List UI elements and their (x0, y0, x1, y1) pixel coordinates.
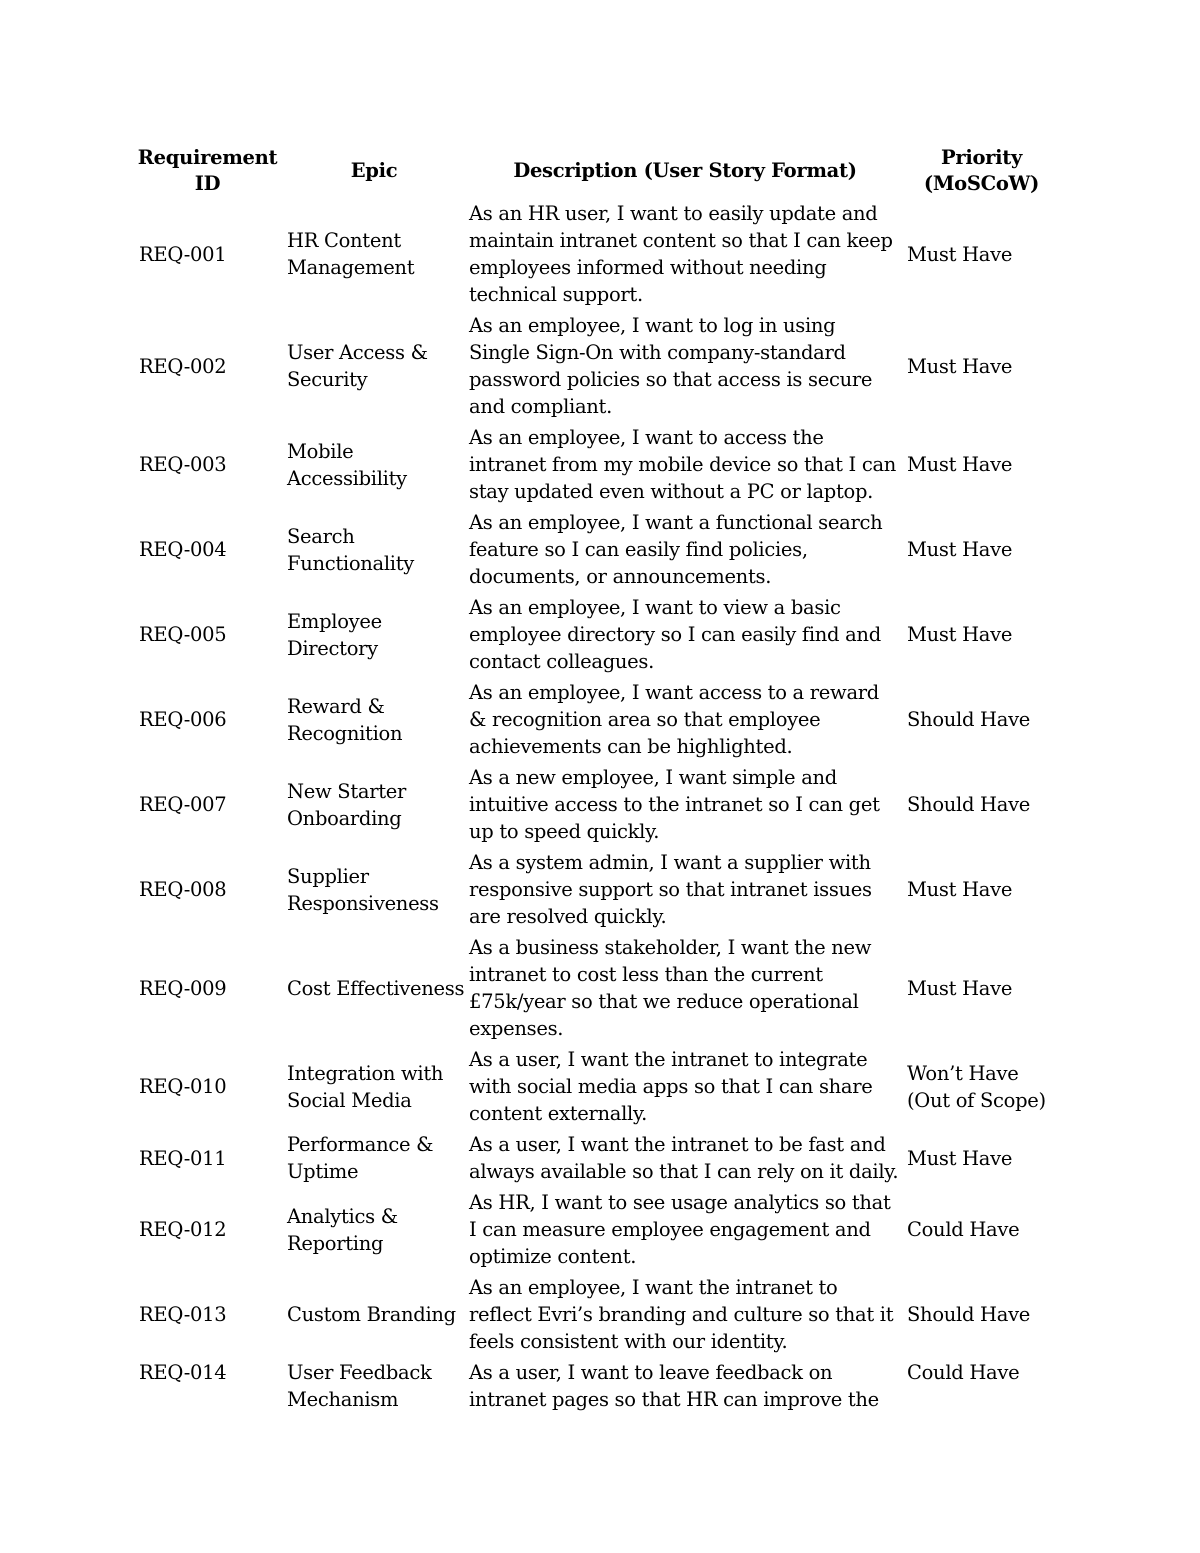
priority-cell: Must Have (907, 453, 1013, 476)
priority-cell: Must Have (907, 242, 1013, 266)
epic-cell: Cost Effectiveness (287, 976, 465, 1000)
description-cell: As an employee, I want a functional search feature so I can easily find policies, documents, or announcements. (469, 511, 883, 588)
description-cell: As a new employee, I want simple and intuitive access to the intranet so I can get up to speed quickly. (469, 766, 880, 843)
description-cell: As a user, I want the intranet to be fast and always available so that I can rely on it daily. (469, 1133, 899, 1183)
priority-cell: Should Have (907, 708, 1031, 731)
header-description: Description (User Story Format) (513, 159, 857, 182)
epic-cell: Mobile Accessibility (287, 439, 407, 490)
requirement-id-cell: REQ-010 (139, 1075, 227, 1098)
priority-cell: Must Have (907, 538, 1013, 561)
priority-cell: Should Have (907, 1303, 1031, 1326)
table-row (134, 507, 1060, 592)
epic-cell: User Access & Security (287, 341, 428, 391)
priority-cell: Could Have (907, 1361, 1020, 1384)
description-cell: As an employee, I want to view a basic employee directory so I can easily find and contact colleagues. (469, 596, 881, 673)
priority-cell: Must Have (907, 878, 1013, 901)
epic-cell: Employee Directory (287, 609, 382, 660)
requirement-id-cell: REQ-002 (139, 354, 227, 378)
priority-cell: Must Have (907, 623, 1013, 646)
table-row (134, 1187, 1060, 1272)
requirement-id-cell: REQ-009 (139, 976, 227, 1000)
header-requirement-id: Requirement ID (137, 146, 278, 195)
requirements-table (134, 144, 1060, 1415)
epic-cell: Analytics & Reporting (287, 1204, 398, 1255)
table-row (134, 1044, 1060, 1129)
epic-cell: HR Content Management (287, 229, 415, 279)
requirement-id-cell: REQ-005 (139, 623, 227, 646)
table-row (134, 1272, 1060, 1357)
priority-cell: Should Have (907, 793, 1031, 816)
table-row (134, 847, 1060, 932)
requirement-id-cell: REQ-013 (139, 1303, 227, 1326)
priority-cell: Could Have (907, 1218, 1020, 1241)
requirement-id-cell: REQ-004 (139, 538, 227, 561)
epic-cell: Reward & Recognition (287, 694, 403, 745)
table-row (134, 1357, 1060, 1415)
epic-cell: Integration with Social Media (287, 1061, 444, 1112)
priority-cell: Must Have (907, 976, 1013, 1000)
epic-cell: Performance & Uptime (287, 1133, 434, 1183)
table-row (134, 310, 1060, 422)
table-row (134, 677, 1060, 762)
description-cell: As a business stakeholder, I want the new intranet to cost less than the current £75k/year so that we reduce operational expenses. (469, 936, 872, 1040)
priority-cell: Won’t Have (Out of Scope) (907, 1061, 1046, 1112)
epic-cell: Search Functionality (287, 524, 414, 575)
description-cell: As an HR user, I want to easily update and maintain intranet content so that I can keep employees informed without needing technical support. (469, 202, 893, 306)
description-cell: As an employee, I want the intranet to reflect Evri’s branding and culture so that it feels consistent with our identity. (469, 1276, 894, 1353)
requirement-id-cell: REQ-008 (139, 878, 227, 901)
priority-cell: Must Have (907, 1146, 1013, 1170)
epic-cell: User Feedback Mechanism (287, 1361, 432, 1411)
epic-cell: Custom Branding (287, 1303, 456, 1326)
description-cell: As an employee, I want to log in using Single Sign-On with company-standard password policies so that access is secure and compliant. (469, 314, 873, 418)
epic-cell: Supplier Responsiveness (287, 864, 439, 915)
table-row (134, 932, 1060, 1044)
table-row (134, 422, 1060, 507)
table-row (134, 1129, 1060, 1187)
requirement-id-cell: REQ-003 (139, 453, 227, 476)
requirement-id-cell: REQ-007 (139, 793, 227, 816)
requirement-id-cell: REQ-011 (139, 1146, 227, 1170)
description-cell: As an employee, I want to access the intranet from my mobile device so that I can stay updated even without a PC or laptop. (469, 426, 897, 503)
table-row (134, 592, 1060, 677)
header-priority: Priority (MoSCoW) (923, 146, 1040, 195)
description-cell: As a system admin, I want a supplier with responsive support so that intranet issues are resolved quickly. (469, 851, 872, 928)
requirement-id-cell: REQ-014 (139, 1361, 227, 1384)
table-row (134, 198, 1060, 310)
requirement-id-cell: REQ-006 (139, 708, 227, 731)
priority-cell: Must Have (907, 354, 1013, 378)
table-row (134, 762, 1060, 847)
table-body (134, 198, 1060, 1415)
requirement-id-cell: REQ-001 (139, 242, 227, 266)
header-epic: Epic (350, 159, 398, 182)
description-cell: As an employee, I want access to a reward & recognition area so that employee achievements can be highlighted. (469, 681, 879, 758)
epic-cell: New Starter Onboarding (287, 779, 407, 830)
description-cell: As HR, I want to see usage analytics so that I can measure employee engagement and optimize content. (469, 1191, 891, 1268)
table-header (134, 144, 1060, 198)
description-cell: As a user, I want the intranet to integrate with social media apps so that I can share content externally. (469, 1048, 873, 1125)
description-cell: As a user, I want to leave feedback on intranet pages so that HR can improve the (469, 1361, 879, 1411)
requirement-id-cell: REQ-012 (139, 1218, 227, 1241)
